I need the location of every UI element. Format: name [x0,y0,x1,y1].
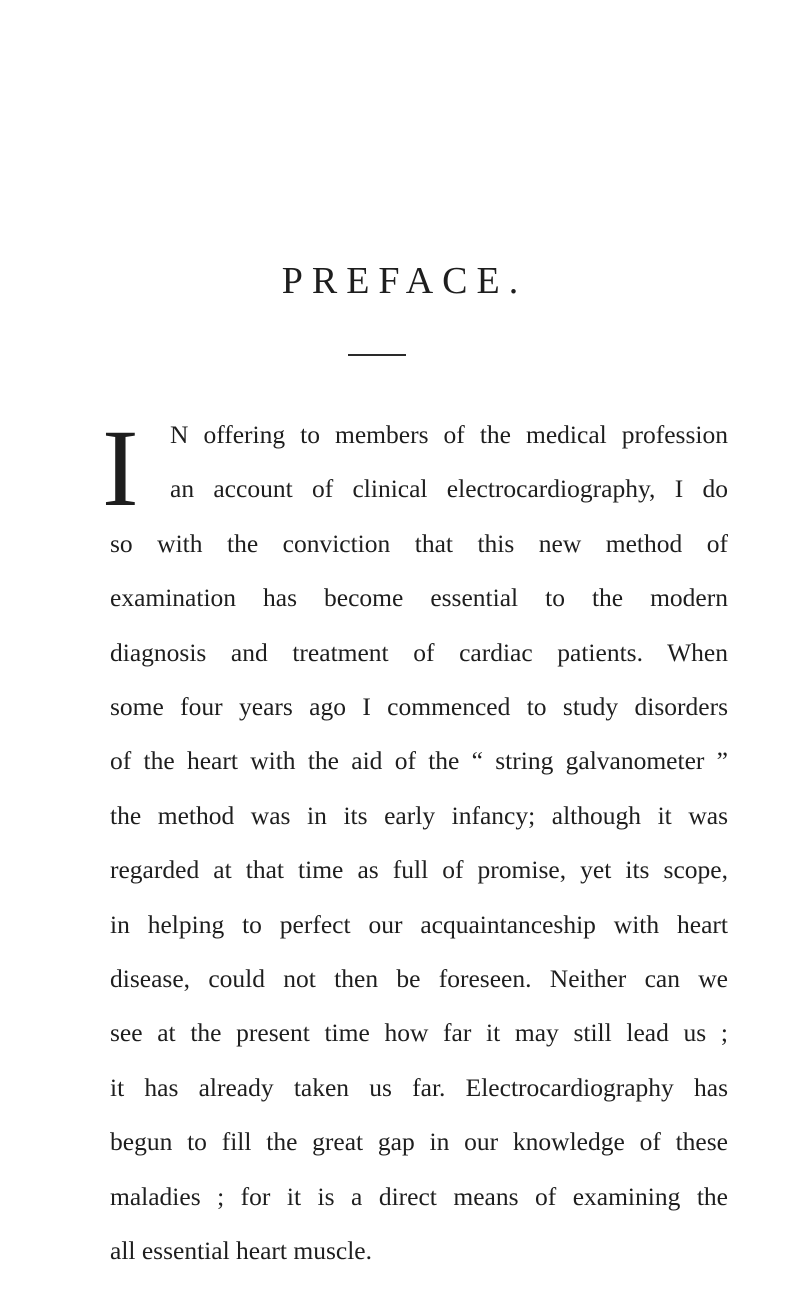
text-line: of the heart with the aid of the “ string galvanometer ” [110,746,728,775]
text-line: disease, could not then be foreseen. Neither can we [110,964,728,993]
page-title: PREFACE. [281,260,528,302]
text-line: maladies ; for it is a direct means of examining the [110,1182,728,1211]
text-line: all essential heart muscle. [110,1236,372,1265]
text-line: see at the present time how far it may still lead us ; [110,1018,728,1047]
text-line: an account of clinical electrocardiography, I do [170,474,728,503]
text-line: examination has become essential to the modern [110,583,728,612]
text-line: N offering to members of the medical profession [170,420,728,449]
text-line: diagnosis and treatment of cardiac patients. When [110,638,728,667]
title-divider [348,354,406,356]
text-line: it has already taken us far. Electrocardiography has [110,1073,728,1102]
drop-cap: I [102,407,139,529]
text-line: regarded at that time as full of promise, yet its scope, [110,855,728,884]
text-line: the method was in its early infancy; although it was [110,801,728,830]
text-line: some four years ago I commenced to study disorders [110,692,728,721]
text-line: so with the conviction that this new method of [110,529,728,558]
text-line: begun to fill the great gap in our knowledge of these [110,1127,728,1156]
text-line: in helping to perfect our acquaintanceship with heart [110,910,728,939]
